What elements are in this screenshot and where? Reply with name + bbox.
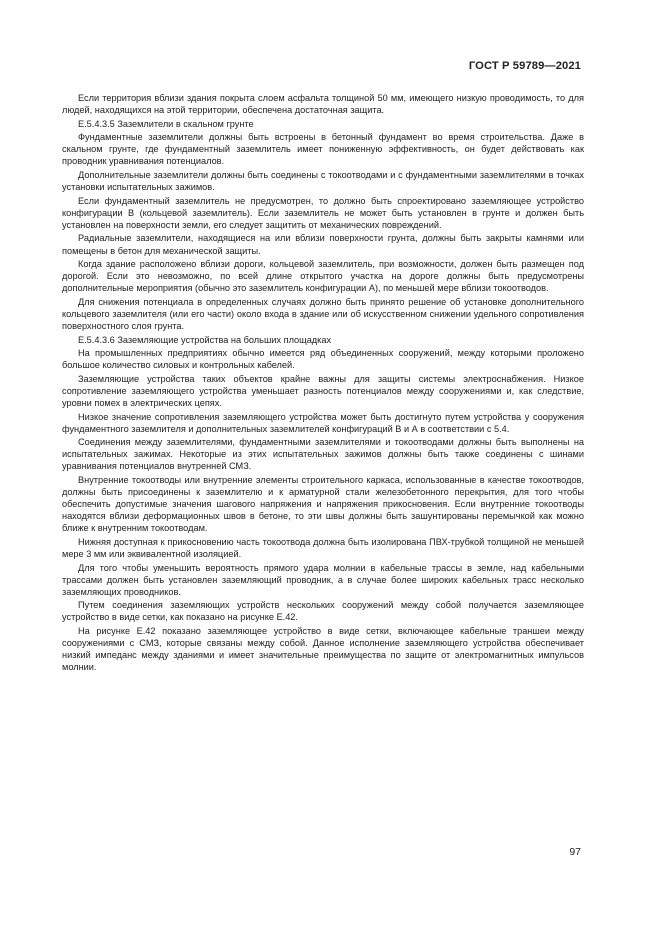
paragraph: Соединения между заземлителями, фундаментными заземлителями и токоотводами должны быть выполнены на испытательных зажимах. Некоторые из этих испытательных зажимов должны быть также соединены с шинами уравнивания потенциалов внутренней СМЗ. bbox=[62, 437, 584, 472]
paragraph: На промышленных предприятиях обычно имеется ряд объединенных сооружений, между которыми проложено большое количество силовых и контрольных кабелей. bbox=[62, 348, 584, 371]
paragraph: Когда здание расположено вблизи дороги, кольцевой заземлитель, при возможности, должен быть размещен под дорогой. Если это невозможно, по всей длине открытого участка на дороге должны быть предусмотрены дополнительные мероприятия (обычно это заземлитель конфигурации А), по меньшей мере вблизи токоотводов. bbox=[62, 259, 584, 294]
paragraph: На рисунке Е.42 показано заземляющее устройство в виде сетки, включающее кабельные траншеи между сооружениями с СМЗ, которые связаны между собой. Данное исполнение заземляющего устройства обеспечивает низкий импеданс между зданиями и имеет значительные преимущества по защите от электромагнитных импульсов молнии. bbox=[62, 626, 584, 673]
section-heading: Е.5.4.3.6 Заземляющие устройства на больших площадках bbox=[78, 334, 332, 345]
paragraph: Внутренние токоотводы или внутренние элементы строительного каркаса, использованные в качестве токоотводов, должны быть присоединены к заземлителю и к арматурной стали железобетонного перекрытия, для того чтобы обеспечить допустимые значения шагового напряжения и напряжения прикосновения. Если внутренние токоотводы находятся вблизи деформационных швов в бетоне, то эти швы должны быть зашунтированы перемычкой как можно ближе к внутренним токоотводам. bbox=[62, 475, 584, 534]
standard-code-header: ГОСТ Р 59789—2021 bbox=[468, 60, 581, 72]
paragraph: Низкое значение сопротивления заземляющего устройства может быть достигнуто путем устройства у сооружения фундаментного заземлителя и дополнительных заземлителей конфигураций В и А в соответствии с 5.4. bbox=[62, 411, 584, 434]
page-number: 97 bbox=[569, 846, 581, 858]
paragraph: Радиальные заземлители, находящиеся на или вблизи поверхности грунта, должны быть закрыты камнями или помещены в бетон для механической защиты. bbox=[62, 233, 584, 256]
section-heading: Е.5.4.3.5 Заземлители в скальном грунте bbox=[78, 118, 254, 129]
paragraph: Нижняя доступная к прикосновению часть токоотвода должна быть изолирована ПВХ-трубкой толщиной не меньшей мере 3 мм или эквивалентной изоляцией. bbox=[62, 536, 584, 559]
paragraph: Для снижения потенциала в определенных случаях должно быть принято решение об установке дополнительного кольцевого заземлителя (или его части) около входа в здание или об искусственном снижении удельного сопротивления поверхностного слоя грунта. bbox=[62, 296, 584, 331]
paragraph: Если территория вблизи здания покрыта слоем асфальта толщиной 50 мм, имеющего низкую проводимость, то для людей, находящихся на этой территории, обеспечена достаточная защита. bbox=[62, 93, 584, 116]
paragraph: Фундаментные заземлители должны быть встроены в бетонный фундамент во время строительства. Даже в скальном грунте, где фундаментный заземлитель имеет пониженную эффективность, он будет действовать как проводник уравнивания потенциалов. bbox=[62, 132, 584, 167]
paragraph: Заземляющие устройства таких объектов крайне важны для защиты системы электроснабжения. Низкое сопротивление заземляющего устройства уменьшает разность потенциалов между сооружениями и, как следствие, уровни помех в электрических цепях. bbox=[62, 373, 584, 409]
paragraph: Если фундаментный заземлитель не предусмотрен, то должно быть спроектировано заземляющее устройство конфигурации В (кольцевой заземлитель). Если заземлитель не может быть установлен в грунте и должен быть установлен на поверхности земли, его следует защитить от механических повреждений. bbox=[62, 195, 584, 230]
paragraph: Дополнительные заземлители должны быть соединены с токоотводами и с фундаментными заземлителями в точках установки испытательных зажимов. bbox=[62, 170, 584, 193]
body-text bbox=[62, 92, 584, 675]
paragraph: Для того чтобы уменьшить вероятность прямого удара молнии в кабельные трассы в земле, над кабельными трассами должен быть установлен заземляющий проводник, а в случае более широких кабельных трасс несколько заземляющих проводников. bbox=[62, 562, 584, 597]
paragraph: Путем соединения заземляющих устройств нескольких сооружений между собой получается заземляющее устройство в виде сетки, как показано на рисунке Е.42. bbox=[62, 600, 584, 623]
